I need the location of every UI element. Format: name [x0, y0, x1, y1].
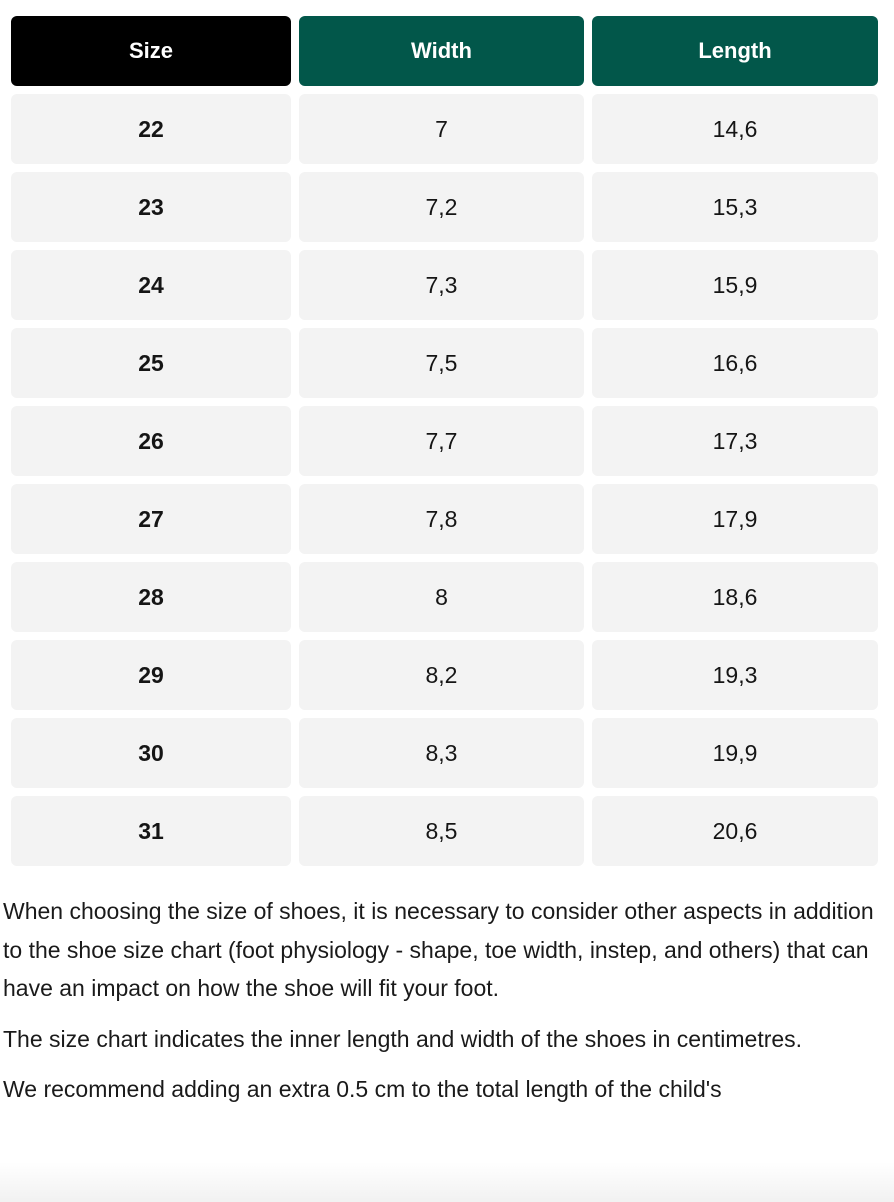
size-chart-table — [11, 16, 878, 866]
header-size: Size — [11, 16, 291, 86]
row-31-length: 20,6 — [592, 796, 878, 866]
row-23-length: 15,3 — [592, 172, 878, 242]
row-30-size: 30 — [11, 718, 291, 788]
row-24-width: 7,3 — [299, 250, 584, 320]
row-26-length: 17,3 — [592, 406, 878, 476]
row-26-width: 7,7 — [299, 406, 584, 476]
row-26-size: 26 — [11, 406, 291, 476]
row-22-size: 22 — [11, 94, 291, 164]
row-25-width: 7,5 — [299, 328, 584, 398]
row-29-width: 8,2 — [299, 640, 584, 710]
row-28-width: 8 — [299, 562, 584, 632]
row-28-size: 28 — [11, 562, 291, 632]
row-24-size: 24 — [11, 250, 291, 320]
row-23-size: 23 — [11, 172, 291, 242]
row-30-width: 8,3 — [299, 718, 584, 788]
row-24-length: 15,9 — [592, 250, 878, 320]
row-29-length: 19,3 — [592, 640, 878, 710]
header-length: Length — [592, 16, 878, 86]
note-paragraph-recommendation: We recommend adding an extra 0.5 cm to the total length of the child's — [3, 1076, 722, 1102]
row-31-width: 8,5 — [299, 796, 584, 866]
row-22-width: 7 — [299, 94, 584, 164]
bottom-fade — [0, 1162, 894, 1202]
row-25-length: 16,6 — [592, 328, 878, 398]
row-31-size: 31 — [11, 796, 291, 866]
row-23-width: 7,2 — [299, 172, 584, 242]
row-27-width: 7,8 — [299, 484, 584, 554]
row-22-length: 14,6 — [592, 94, 878, 164]
size-notes — [3, 892, 883, 1121]
row-25-size: 25 — [11, 328, 291, 398]
row-28-length: 18,6 — [592, 562, 878, 632]
row-30-length: 19,9 — [592, 718, 878, 788]
row-27-size: 27 — [11, 484, 291, 554]
note-paragraph-fit: When choosing the size of shoes, it is necessary to consider other aspects in addition to the shoe size chart (foot physiology - shape, toe width, instep, and others) that can have an impact on how the shoe will fit your foot. — [3, 898, 874, 1001]
note-paragraph-units: The size chart indicates the inner length and width of the shoes in centimetres. — [3, 1025, 803, 1052]
row-27-length: 17,9 — [592, 484, 878, 554]
row-29-size: 29 — [11, 640, 291, 710]
header-width: Width — [299, 16, 584, 86]
